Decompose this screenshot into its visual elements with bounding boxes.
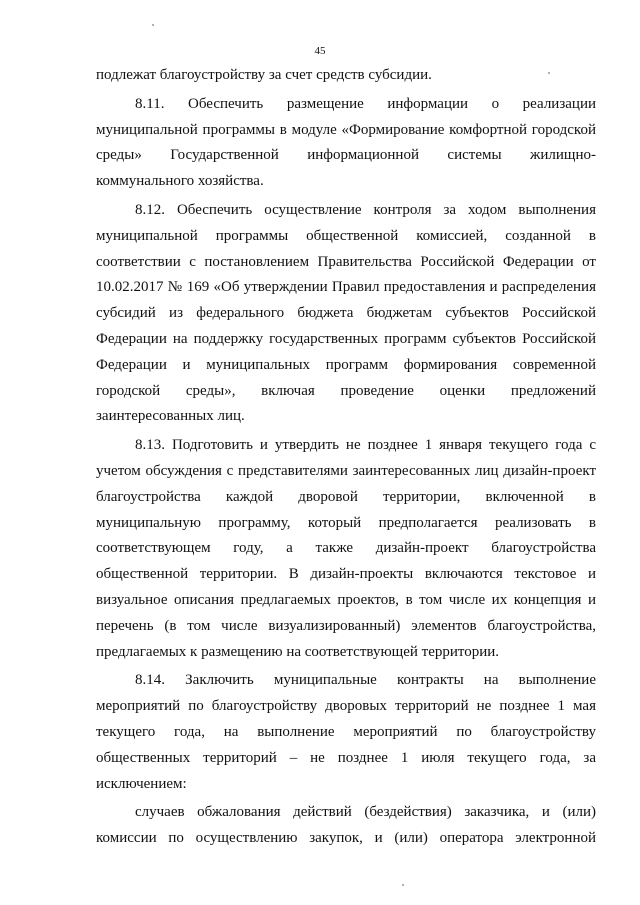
text-line: субсидий из федерального бюджета бюджетам субъектов Российской — [96, 305, 596, 322]
text-line: учетом обсуждения с представителями заинтересованных лиц дизайн-проект — [96, 462, 596, 479]
text-line: муниципальной программы в модуле «Формирование комфортной городской — [96, 121, 596, 138]
scan-speck — [402, 884, 404, 886]
text-line: исключением: — [96, 775, 187, 792]
text-line: мероприятий по благоустройству дворовых территорий не позднее 1 мая — [96, 698, 596, 715]
exception-first-line: случаев обжалования действий (бездействия) заказчика, и (или) — [135, 804, 596, 821]
clause-8-13-first-line: 8.13. Подготовить и утвердить не позднее 1 января текущего года с — [135, 437, 596, 454]
text-line: благоустройства каждой дворовой территории, включенной в — [96, 488, 596, 505]
text-line: перечень (в том числе визуализированный) элементов благоустройства, — [96, 617, 596, 634]
text-line: муниципальную программу, который предполагается реализовать в — [96, 514, 596, 531]
text-line: предлагаемых к размещению на соответствующей территории. — [96, 643, 500, 660]
text-line: текущего года, на выполнение мероприятий по благоустройству — [96, 723, 596, 740]
text-line: соответствии с постановлением Правительства Российской Федерации от — [96, 253, 596, 270]
text-line: Федерации на поддержку государственных программ субъектов Российской — [96, 330, 596, 347]
text-line: коммунального хозяйства. — [96, 173, 264, 190]
text-line: визуальное описания предлагаемых проектов, в том числе их концепция и — [96, 591, 596, 608]
page-number: 45 — [314, 45, 326, 57]
text-line: муниципальной программы общественной комиссией, созданной в — [96, 227, 596, 244]
clause-8-11-first-line: 8.11. Обеспечить размещение информации о реализации — [135, 95, 596, 112]
text-line: заинтересованных лиц. — [96, 408, 245, 425]
text-line: городской среды», включая проведение оценки предложений — [96, 382, 596, 399]
scan-speck — [548, 72, 550, 74]
clause-8-12-first-line: 8.12. Обеспечить осуществление контроля за ходом выполнения — [135, 201, 596, 218]
text-line: соответствующем году, а также дизайн-проект благоустройства — [96, 540, 596, 557]
document-body — [96, 63, 596, 852]
text-line: 10.02.2017 № 169 «Об утверждении Правил предоставления и распределения — [96, 279, 596, 296]
clause-8-14-first-line: 8.14. Заключить муниципальные контракты на выполнение — [135, 672, 596, 689]
text-line: общественных территорий – не позднее 1 июля текущего года, за — [96, 749, 596, 766]
text-line: среды» Государственной информационной системы жилищно- — [96, 147, 596, 164]
text-line: комиссии по осуществлению закупок, и (или) оператора электронной — [96, 830, 596, 847]
text-line: Федерации и муниципальных программ формирования современной — [96, 356, 596, 373]
text-line: подлежат благоустройству за счет средств субсидии. — [96, 67, 432, 83]
text-line: общественной территории. В дизайн-проекты включаются текстовое и — [96, 566, 596, 583]
scan-speck — [152, 24, 154, 26]
